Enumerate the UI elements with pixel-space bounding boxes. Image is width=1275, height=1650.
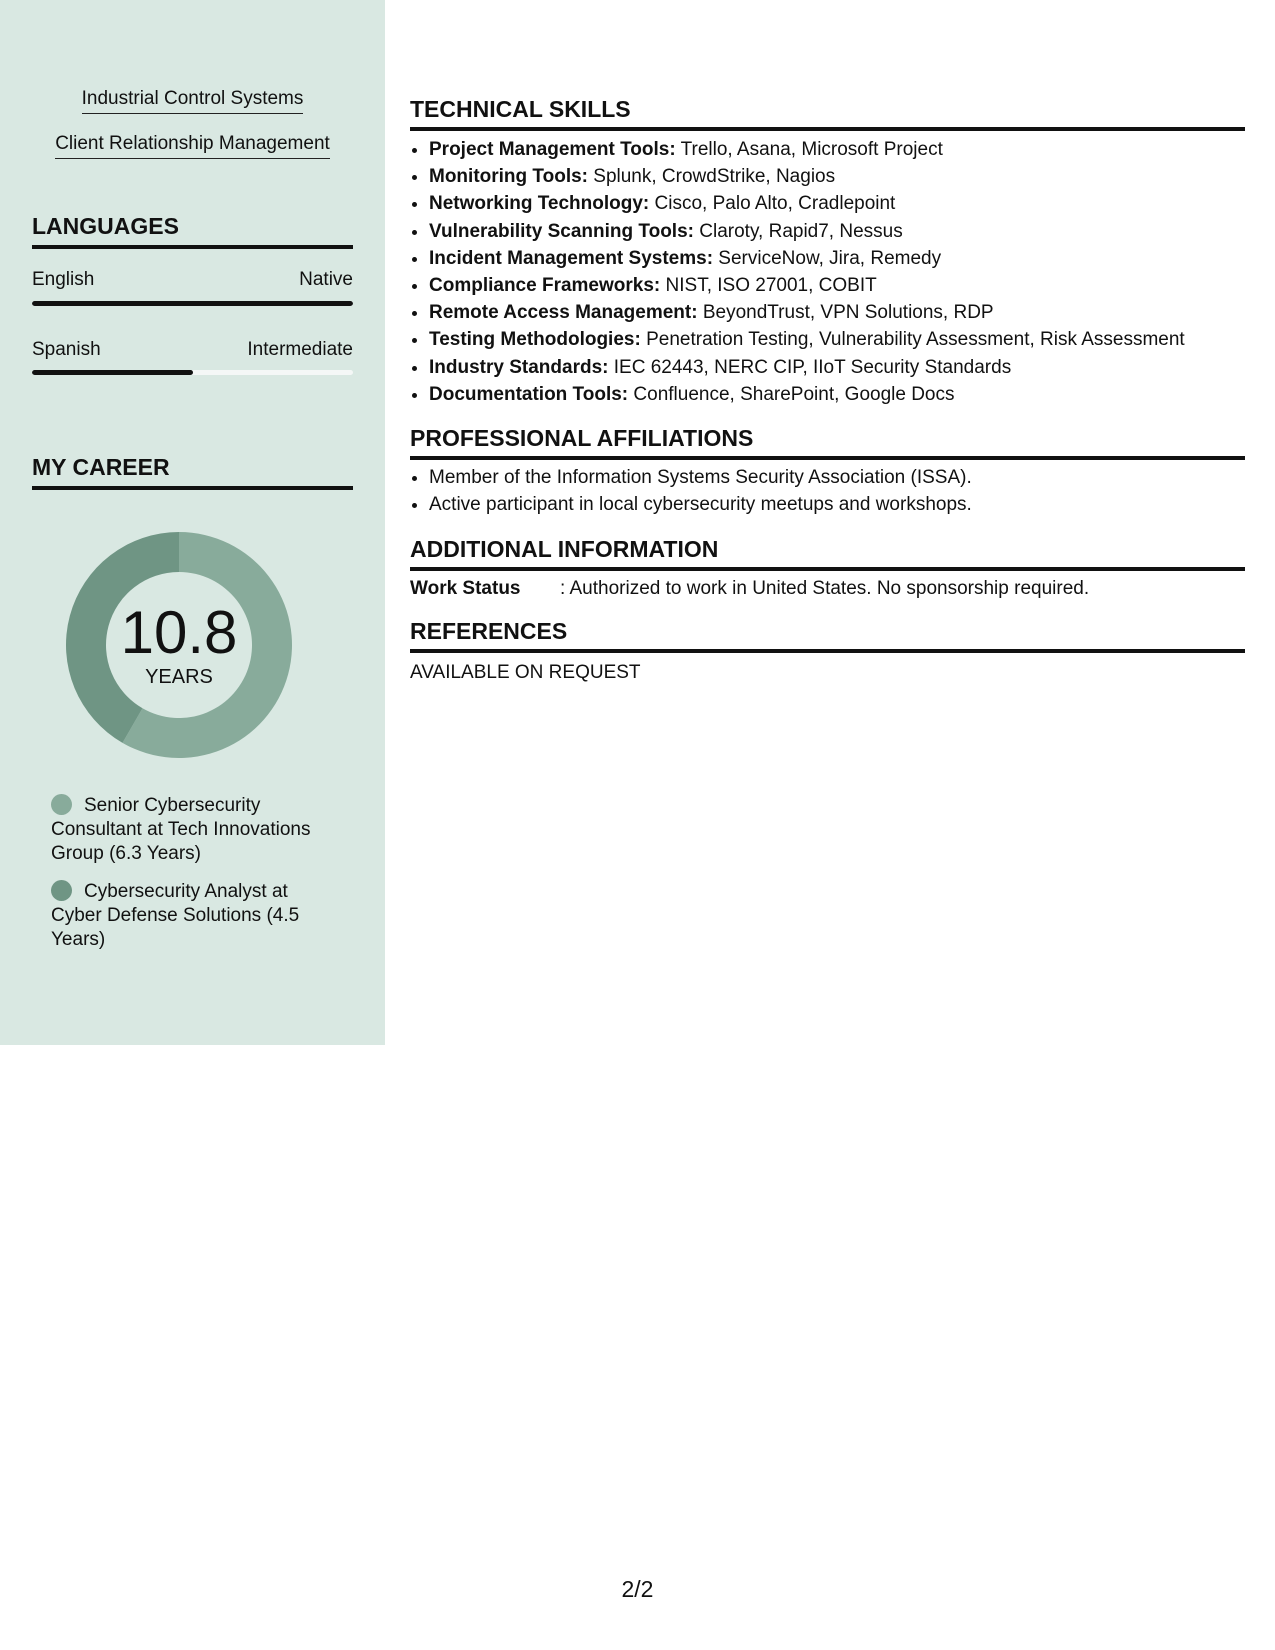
language-name: Spanish: [32, 339, 101, 360]
technical-skill-item: [429, 190, 1185, 217]
references-heading: REFERENCES: [410, 618, 1245, 653]
technical-skill-category: Compliance Frameworks:: [429, 275, 661, 297]
career-heading: MY CAREER: [32, 454, 353, 490]
technical-skill-category: Industry Standards:: [429, 356, 609, 378]
sidebar: [0, 0, 385, 1045]
technical-skill-values: Claroty, Rapid7, Nessus: [693, 220, 903, 242]
career-total: [66, 532, 292, 758]
technical-skill-values: ServiceNow, Jira, Remedy: [713, 247, 942, 269]
work-status-value: : Authorized to work in United States. No sponsorship required.: [560, 578, 1090, 599]
career-legend-item: [51, 880, 321, 952]
technical-skill-item: [429, 163, 1185, 190]
work-status-row: [410, 577, 1089, 601]
skill-tag: [0, 133, 385, 159]
affiliation-item: • Active participant in local cybersecurity meetups and workshops.: [429, 491, 972, 518]
language-proficiency-bar: [32, 370, 353, 375]
technical-skill-item: [429, 136, 1185, 163]
career-legend-label: Senior Cybersecurity Consultant at Tech Innovations Group (6.3 Years): [51, 795, 311, 864]
page-number: 2/2: [621, 1576, 654, 1602]
references-text: AVAILABLE ON REQUEST: [410, 662, 641, 683]
technical-skill-values: BeyondTrust, VPN Solutions, RDP: [697, 302, 994, 324]
technical-skill-item: [429, 245, 1185, 272]
career-legend-label: Cybersecurity Analyst at Cyber Defense Solutions (4.5 Years): [51, 881, 300, 950]
technical-skill-category: Documentation Tools:: [429, 383, 629, 405]
technical-skill-item: [429, 299, 1185, 326]
language-proficiency-fill: [32, 301, 353, 306]
languages-heading: LANGUAGES: [32, 213, 353, 249]
technical-skill-values: Penetration Testing, Vulnerability Assessment, Risk Assessment: [640, 329, 1185, 351]
language-name: English: [32, 269, 95, 290]
work-status-label: Work Status: [410, 578, 521, 599]
skill-tag-label: Client Relationship Management: [55, 133, 330, 159]
skill-tag: [0, 88, 385, 114]
skill-tag-label: Industrial Control Systems: [82, 88, 304, 114]
career-legend-item: [51, 794, 321, 866]
technical-skill-category: Vulnerability Scanning Tools:: [429, 220, 694, 242]
technical-skills-list: [410, 136, 1185, 408]
technical-skill-item: [429, 272, 1185, 299]
legend-dot-icon: [51, 880, 72, 901]
career-total-unit: YEARS: [145, 666, 213, 688]
additional-info-heading: ADDITIONAL INFORMATION: [410, 536, 1245, 571]
technical-skill-item: [429, 326, 1185, 353]
career-total-value: 10.8: [120, 599, 238, 666]
technical-skill-category: Remote Access Management:: [429, 302, 698, 324]
affiliation-item: • Member of the Information Systems Security Association (ISSA).: [429, 464, 972, 491]
language-row: [32, 339, 353, 361]
language-proficiency-bar: [32, 301, 353, 306]
technical-skill-category: Incident Management Systems:: [429, 247, 714, 269]
language-row: [32, 269, 353, 291]
technical-skill-item: [429, 218, 1185, 245]
technical-skill-category: Testing Methodologies:: [429, 329, 641, 351]
language-level: Intermediate: [247, 339, 353, 360]
career-donut-chart: [66, 532, 292, 758]
technical-skill-values: IEC 62443, NERC CIP, IIoT Security Standards: [608, 356, 1012, 378]
technical-skill-values: Cisco, Palo Alto, Cradlepoint: [649, 193, 896, 215]
technical-skill-item: [429, 381, 1185, 408]
affiliations-heading: PROFESSIONAL AFFILIATIONS: [410, 425, 1245, 460]
technical-skill-category: Networking Technology:: [429, 193, 650, 215]
technical-skill-category: Monitoring Tools:: [429, 166, 588, 188]
language-proficiency-fill: [32, 370, 193, 375]
technical-skill-values: Splunk, CrowdStrike, Nagios: [588, 166, 836, 188]
affiliations-list: [410, 464, 972, 518]
technical-skill-values: NIST, ISO 27001, COBIT: [660, 275, 877, 297]
technical-skill-item: [429, 354, 1185, 381]
technical-skill-category: Project Management Tools:: [429, 139, 676, 160]
technical-skill-values: Trello, Asana, Microsoft Project: [675, 139, 943, 160]
language-level: Native: [299, 269, 353, 290]
technical-skill-values: Confluence, SharePoint, Google Docs: [628, 383, 955, 405]
legend-dot-icon: [51, 794, 72, 815]
technical-skills-heading: TECHNICAL SKILLS: [410, 96, 1245, 131]
